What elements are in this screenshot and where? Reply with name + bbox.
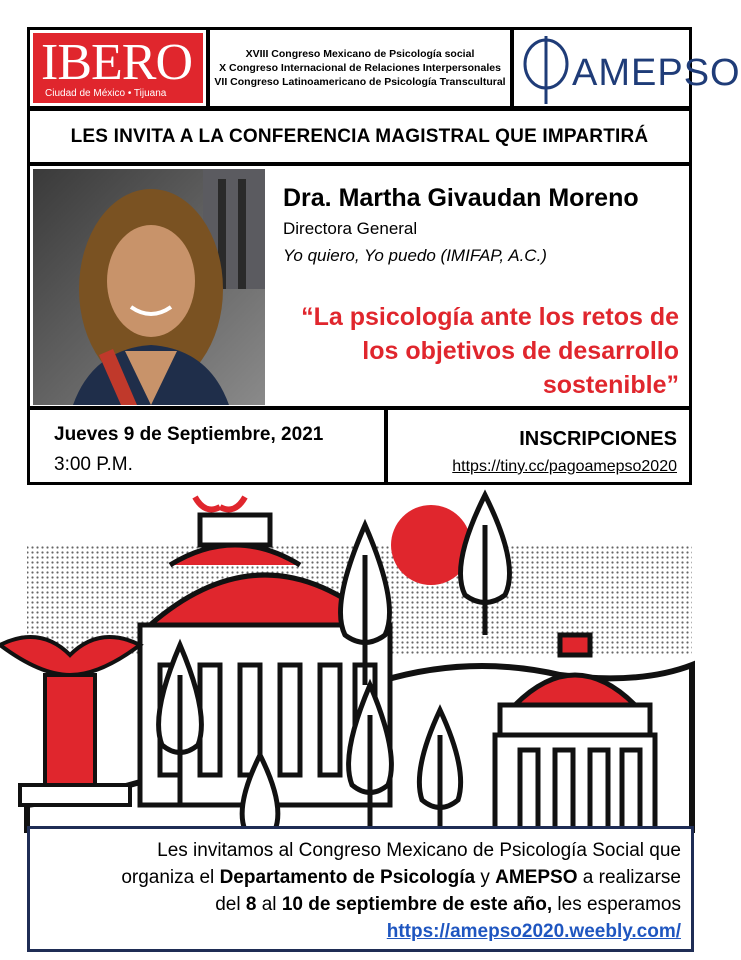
registration-link[interactable]: https://tiny.cc/pagoamepso2020: [452, 458, 677, 475]
speaker-photo: [33, 169, 265, 405]
event-time: 3:00 P.M.: [54, 454, 133, 475]
footer-line-2-post: a realizarse: [577, 867, 681, 888]
congress-line-3: VII Congreso Latinoamericano de Psicología Transcultural: [214, 76, 506, 88]
registration-box: [385, 407, 692, 485]
congress-titles: [207, 27, 513, 109]
congress-line-2: X Congreso Internacional de Relaciones Interpersonales: [219, 62, 501, 74]
speaker-name: Dra. Martha Givaudan Moreno: [283, 184, 639, 212]
talk-title: “La psicología ante los retos de los objetivos de desarrollo sostenible”: [301, 303, 679, 399]
speaker-organization: Yo quiero, Yo puedo (IMIFAP, A.C.): [283, 246, 547, 265]
footer-line-3-post: les esperamos: [552, 894, 681, 915]
footer-date-end: 10 de septiembre de este año,: [281, 894, 553, 915]
footer-line-3-mid: al: [256, 894, 282, 915]
footer-department: Departamento de Psicología: [219, 867, 476, 888]
ibero-logo-word: IBERO: [41, 34, 192, 91]
speaker-role: Directora General: [283, 219, 418, 238]
amepso-emblem-icon: [520, 34, 572, 106]
amepso-logo-word: AMEPSO: [572, 52, 741, 94]
event-date: Jueves 9 de Septiembre, 2021: [54, 424, 324, 445]
congress-line-1: XVIII Congreso Mexicano de Psicología social: [245, 48, 475, 60]
registration-title: INSCRIPCIONES: [519, 428, 677, 450]
footer-date-start: 8: [245, 894, 257, 915]
footer-line-2: [40, 864, 681, 891]
footer-amepso: AMEPSO: [495, 867, 578, 888]
footer-line-2-mid: y: [475, 867, 496, 888]
ibero-logo-subtitle: Ciudad de México • Tijuana: [45, 88, 167, 99]
speaker-section: [27, 163, 692, 409]
mexico-city-illustration: [0, 485, 720, 830]
footer-line-1: Les invitamos al Congreso Mexicano de Psicología Social que: [157, 840, 681, 861]
amepso-logo: [511, 27, 741, 109]
footer-invitation: [27, 826, 694, 952]
footer-line-3-pre: del: [215, 894, 246, 915]
footer-line-2-pre: organiza el: [121, 867, 220, 888]
footer-line-3: [40, 891, 681, 918]
invite-text: LES INVITA A LA CONFERENCIA MAGISTRAL QUE IMPARTIRÁ: [70, 125, 649, 147]
footer-website-link[interactable]: https://amepso2020.weebly.com/: [386, 921, 681, 942]
event-datetime: [27, 407, 387, 485]
invite-banner: [27, 108, 692, 165]
ibero-logo: [27, 27, 209, 109]
